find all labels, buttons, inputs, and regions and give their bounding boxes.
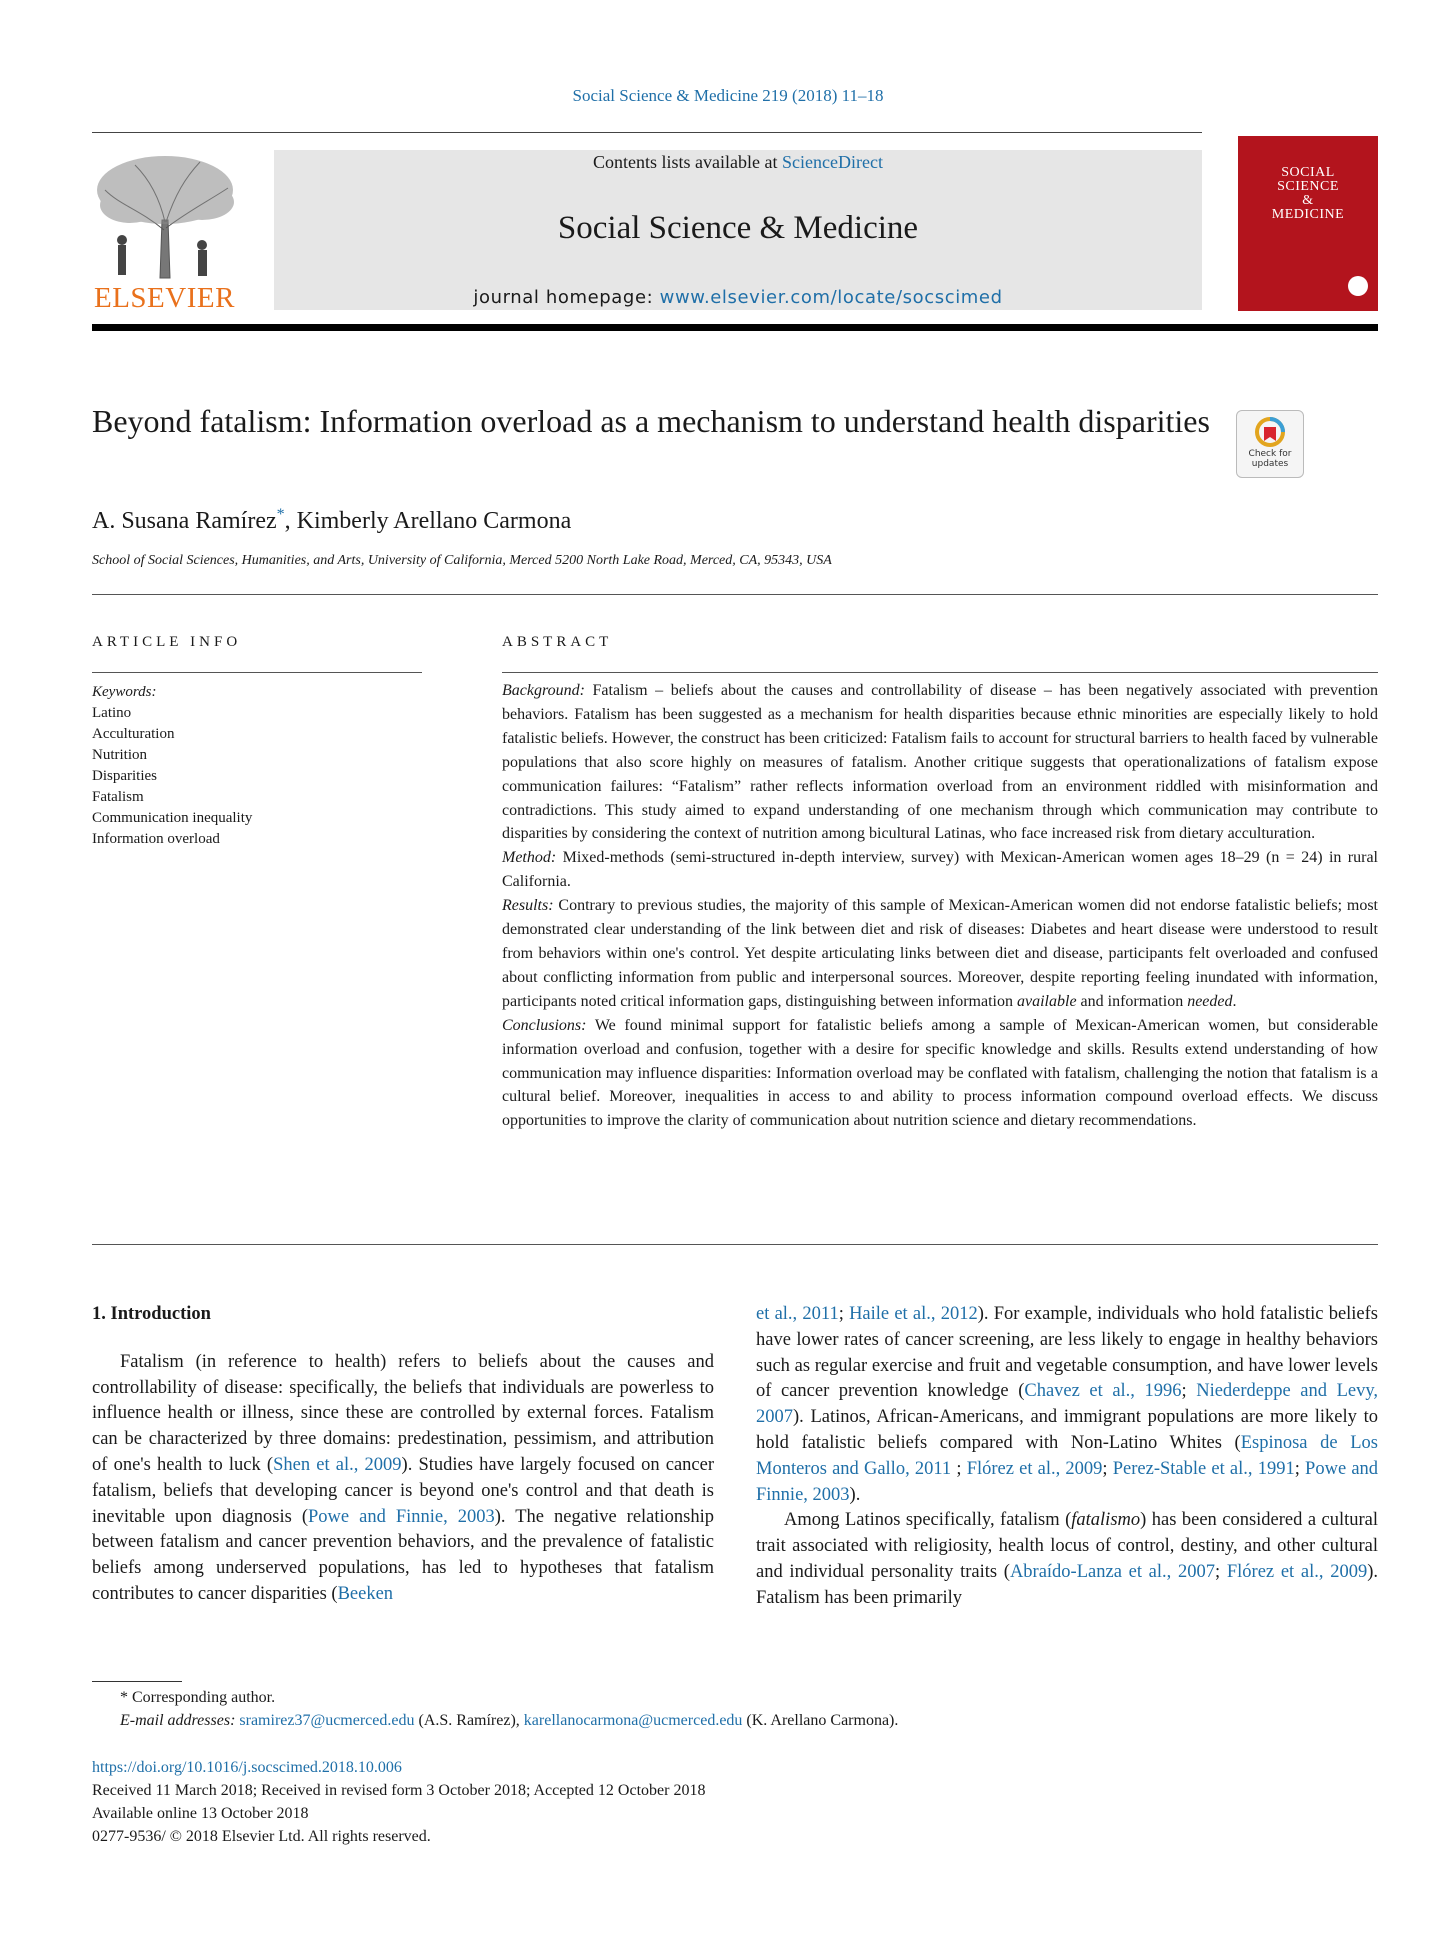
abstract-background: [502, 679, 1378, 846]
received-dates: Received 11 March 2018; Received in revised form 3 October 2018; Accepted 12 October 2018: [92, 1782, 706, 1799]
available-online-date: Available online 13 October 2018: [92, 1805, 309, 1822]
reference-link[interactable]: Abraído-Lanza et al., 2007: [1009, 1561, 1215, 1582]
footnote-rule: [92, 1681, 182, 1682]
section-title: 1. Introduction: [92, 1304, 211, 1324]
reference-link[interactable]: Powe and Finnie, 2003: [308, 1506, 495, 1527]
reference-link[interactable]: Niederdeppe and Levy, 2007: [756, 1381, 1378, 1428]
body-text: ;: [951, 1458, 967, 1479]
abstract-emphasis: available: [1017, 992, 1077, 1010]
reference-link[interactable]: Haile et al., 2012: [849, 1304, 978, 1324]
homepage-prefix: journal homepage:: [473, 287, 660, 308]
body-text: ). For example, individuals who hold fatalistic beliefs have lower rates of cancer screening, are less likely to engage in healthy behaviors such as regular exercise and fruit and vegetable consumption, and have lower levels of cancer prevention knowledge (: [756, 1304, 1379, 1402]
body-text: ) has been considered a cultural trait associated with religiosity, health locus of control, destiny, and other cultural and individual personality traits (: [756, 1510, 1379, 1582]
abstract-text: .: [1232, 992, 1237, 1010]
reference-link[interactable]: Beeken: [337, 1583, 394, 1604]
email-label: E-mail addresses:: [120, 1712, 236, 1729]
keyword-item: Nutrition: [92, 747, 147, 763]
journal-name: Social Science & Medicine: [557, 210, 919, 246]
header-rule: [92, 132, 1202, 133]
reference-link[interactable]: Powe and Finnie, 2003: [756, 1458, 1379, 1505]
check-updates-label: Check for updates: [1248, 449, 1292, 469]
corresponding-author-mark[interactable]: *: [276, 506, 285, 523]
reference-link[interactable]: Flórez et al., 2009: [1226, 1561, 1368, 1582]
author-list: [92, 506, 571, 535]
body-paragraph: [756, 1302, 1378, 1508]
journal-masthead: [274, 150, 1202, 310]
keywords-list: [92, 682, 252, 850]
email-link[interactable]: karellanocarmona@ucmerced.edu: [523, 1712, 743, 1729]
doi-link[interactable]: https://doi.org/10.1016/j.socscimed.2018.10.006: [92, 1759, 402, 1776]
keyword-item: Communication inequality: [92, 810, 253, 826]
abstract-emphasis: needed: [1187, 992, 1233, 1010]
reference-link[interactable]: Shen et al., 2009: [273, 1454, 402, 1475]
body-text: ). Latinos, African-Americans, and immigrant populations are more likely to hold fatalistic beliefs compared with Non-Latino Whites (: [756, 1407, 1378, 1453]
body-text: ;: [1294, 1458, 1306, 1479]
contents-prefix: Contents lists available at: [593, 152, 782, 172]
keyword-item: Latino: [92, 705, 132, 721]
keyword-item: Disparities: [92, 768, 157, 784]
elsevier-logo: [90, 150, 240, 315]
abstract-conclusions: [502, 1014, 1378, 1134]
email-owner: (K. Arellano Carmona).: [742, 1712, 899, 1729]
cover-title-line: SOCIAL: [1281, 165, 1335, 180]
abstract-body: [502, 679, 1378, 1133]
body-text: Among Latinos specifically, fatalism (: [784, 1510, 1072, 1531]
journal-citation[interactable]: Social Science & Medicine 219 (2018) 11–18: [572, 86, 884, 105]
body-emphasis: fatalismo: [1071, 1510, 1141, 1531]
body-text: ).: [849, 1484, 861, 1505]
article-info-heading: ARTICLE INFO: [92, 634, 242, 650]
abstract-label: Conclusions:: [502, 1016, 587, 1034]
keyword-item: Fatalism: [92, 789, 144, 805]
abstract-label: Method:: [502, 849, 557, 867]
reference-link[interactable]: et al., 2011: [756, 1304, 839, 1324]
cover-title-line: &: [1302, 193, 1314, 208]
check-updates-icon: [1255, 417, 1285, 447]
header-thick-rule: [92, 324, 1378, 331]
elsevier-wordmark: ELSEVIER: [94, 282, 235, 314]
body-text: ;: [1215, 1561, 1227, 1582]
journal-cover: [1238, 136, 1378, 311]
body-text: ;: [1181, 1381, 1197, 1402]
elsevier-tree-icon: [90, 150, 240, 280]
affiliation-rule: [92, 594, 1378, 595]
cover-title-line: MEDICINE: [1271, 207, 1345, 222]
body-text: ;: [1102, 1458, 1113, 1479]
reference-link[interactable]: Espinosa de Los Monteros and Gallo, 2011: [756, 1432, 1379, 1479]
body-text: ;: [838, 1304, 850, 1324]
footnotes: [92, 1686, 1378, 1732]
abstract-method: [502, 846, 1378, 894]
contents-available-line: [274, 152, 1202, 173]
reference-link[interactable]: Chavez et al., 1996: [1024, 1381, 1182, 1402]
body-text: Fatalism (in reference to health) refers to beliefs about the causes and controllability of disease: specifically, the beliefs that individuals are powerless to influence health or illness, since these are controlled by external forces. Fatalism can be characterized by three domains: predestination, pessimism, and attribution of one's health to luck (: [92, 1351, 714, 1475]
abstract-text: Contrary to previous studies, the majority of this sample of Mexican-American women did not endorse fatalistic beliefs; most demonstrated clear understanding of the link between diet and risk of diseases: Diabetes and heart disease were understood to result from behaviors within one's control. Yet despite articulating links between diet and disease, participants felt overloaded and confused about conflicting information from public and interpersonal sources. Moreover, despite reporting feeling inundated with information, participants noted critical information gaps, distinguishing between information: [502, 897, 1379, 1010]
homepage-link[interactable]: www.elsevier.com/locate/socscimed: [659, 287, 1003, 308]
body-paragraph: [92, 1350, 714, 1608]
reference-link[interactable]: Flórez et al., 2009: [966, 1458, 1103, 1479]
abstract-label: Results:: [502, 897, 554, 915]
body-column-right: [756, 1302, 1378, 1612]
sciencedirect-link[interactable]: ScienceDirect: [782, 152, 883, 172]
corresponding-author-note: * Corresponding author.: [120, 1689, 276, 1706]
publication-info: [92, 1756, 1378, 1848]
abstract-heading: ABSTRACT: [502, 634, 613, 650]
abstract-text: and information: [1076, 992, 1188, 1010]
body-paragraph: [756, 1508, 1378, 1611]
email-line: [92, 1709, 1378, 1732]
copyright-line: 0277-9536/ © 2018 Elsevier Ltd. All rights reserved.: [92, 1828, 431, 1845]
abstract-results: [502, 894, 1378, 1014]
check-for-updates-button[interactable]: [1236, 410, 1304, 478]
article-title: Beyond fatalism: Information overload as a mechanism to understand health disparities: [92, 403, 1210, 439]
author-name: A. Susana Ramírez: [92, 508, 277, 534]
reference-link[interactable]: Perez-Stable et al., 1991: [1112, 1458, 1295, 1479]
abstract-rule: [502, 672, 1378, 673]
author-separator: ,: [284, 508, 297, 534]
keywords-label: Keywords:: [92, 684, 157, 700]
author-name: Kimberly Arellano Carmona: [296, 508, 572, 534]
article-info-rule: [92, 672, 422, 673]
abstract-text: Mixed-methods (semi-structured in-depth interview, survey) with Mexican-American women ages 18–29 (n = 24) in rural California.: [502, 849, 1379, 891]
email-owner: (A.S. Ramírez),: [414, 1712, 524, 1729]
body-text: ). The negative relationship between fatalism and cancer prevention behaviors, and the prevalence of fatalistic beliefs among underserved populations, has led to hypotheses that fatalism contributes to cancer disparities (: [92, 1506, 714, 1604]
journal-homepage-line: [274, 287, 1202, 308]
email-link[interactable]: sramirez37@ucmerced.edu: [239, 1712, 415, 1729]
cover-badge-icon: [1348, 276, 1368, 296]
author-affiliation: School of Social Sciences, Humanities, and Arts, University of California, Merced 5200 North Lake Road, Merced, CA, 95343, USA: [92, 553, 832, 568]
abstract-label: Background:: [502, 682, 585, 699]
body-text: ). Studies have largely focused on cancer fatalism, beliefs that developing cancer is beyond one's control and that death is inevitable upon diagnosis (: [92, 1454, 715, 1527]
cover-title: [1238, 166, 1378, 222]
body-column-left: [92, 1302, 714, 1608]
keyword-item: Acculturation: [92, 726, 175, 742]
abstract-text: We found minimal support for fatalistic beliefs among a sample of Mexican-American women, but considerable information overload and confusion, together with a desire for specific knowledge and skills. Results extend understanding of how communication may influence disparities: Information overload may be conflated with fatalism, challenging the notion that fatalism is a cultural belief. Moreover, inequalities in access to and ability to process information compound overload effects. We discuss opportunities to improve the clarity of communication about nutrition science and dietary recommendations.: [502, 1016, 1379, 1130]
keyword-item: Information overload: [92, 831, 220, 847]
cover-title-line: SCIENCE: [1277, 179, 1339, 194]
abstract-text: Fatalism – beliefs about the causes and controllability of disease – has been negatively associated with prevention behaviors. Fatalism has been suggested as a mechanism for health disparities because ethnic minorities are especially likely to hold fatalistic beliefs. However, the construct has been criticized: Fatalism fails to account for structural barriers to health faced by vulnerable populations that also score highly on measures of fatalism. Another critique suggests that operationalizations of fatalism expose communication failures: “Fatalism” rather reflects information overload from an environment riddled with misinformation and contradictions. This study aimed to expand understanding of one mechanism through which communication may contribute to disparities by considering the context of nutrition among bicultural Latinas, who face increased risk from dietary acculturation.: [502, 682, 1379, 843]
abstract-end-rule: [92, 1244, 1378, 1245]
body-text: ). Fatalism has been primarily: [756, 1561, 1379, 1608]
